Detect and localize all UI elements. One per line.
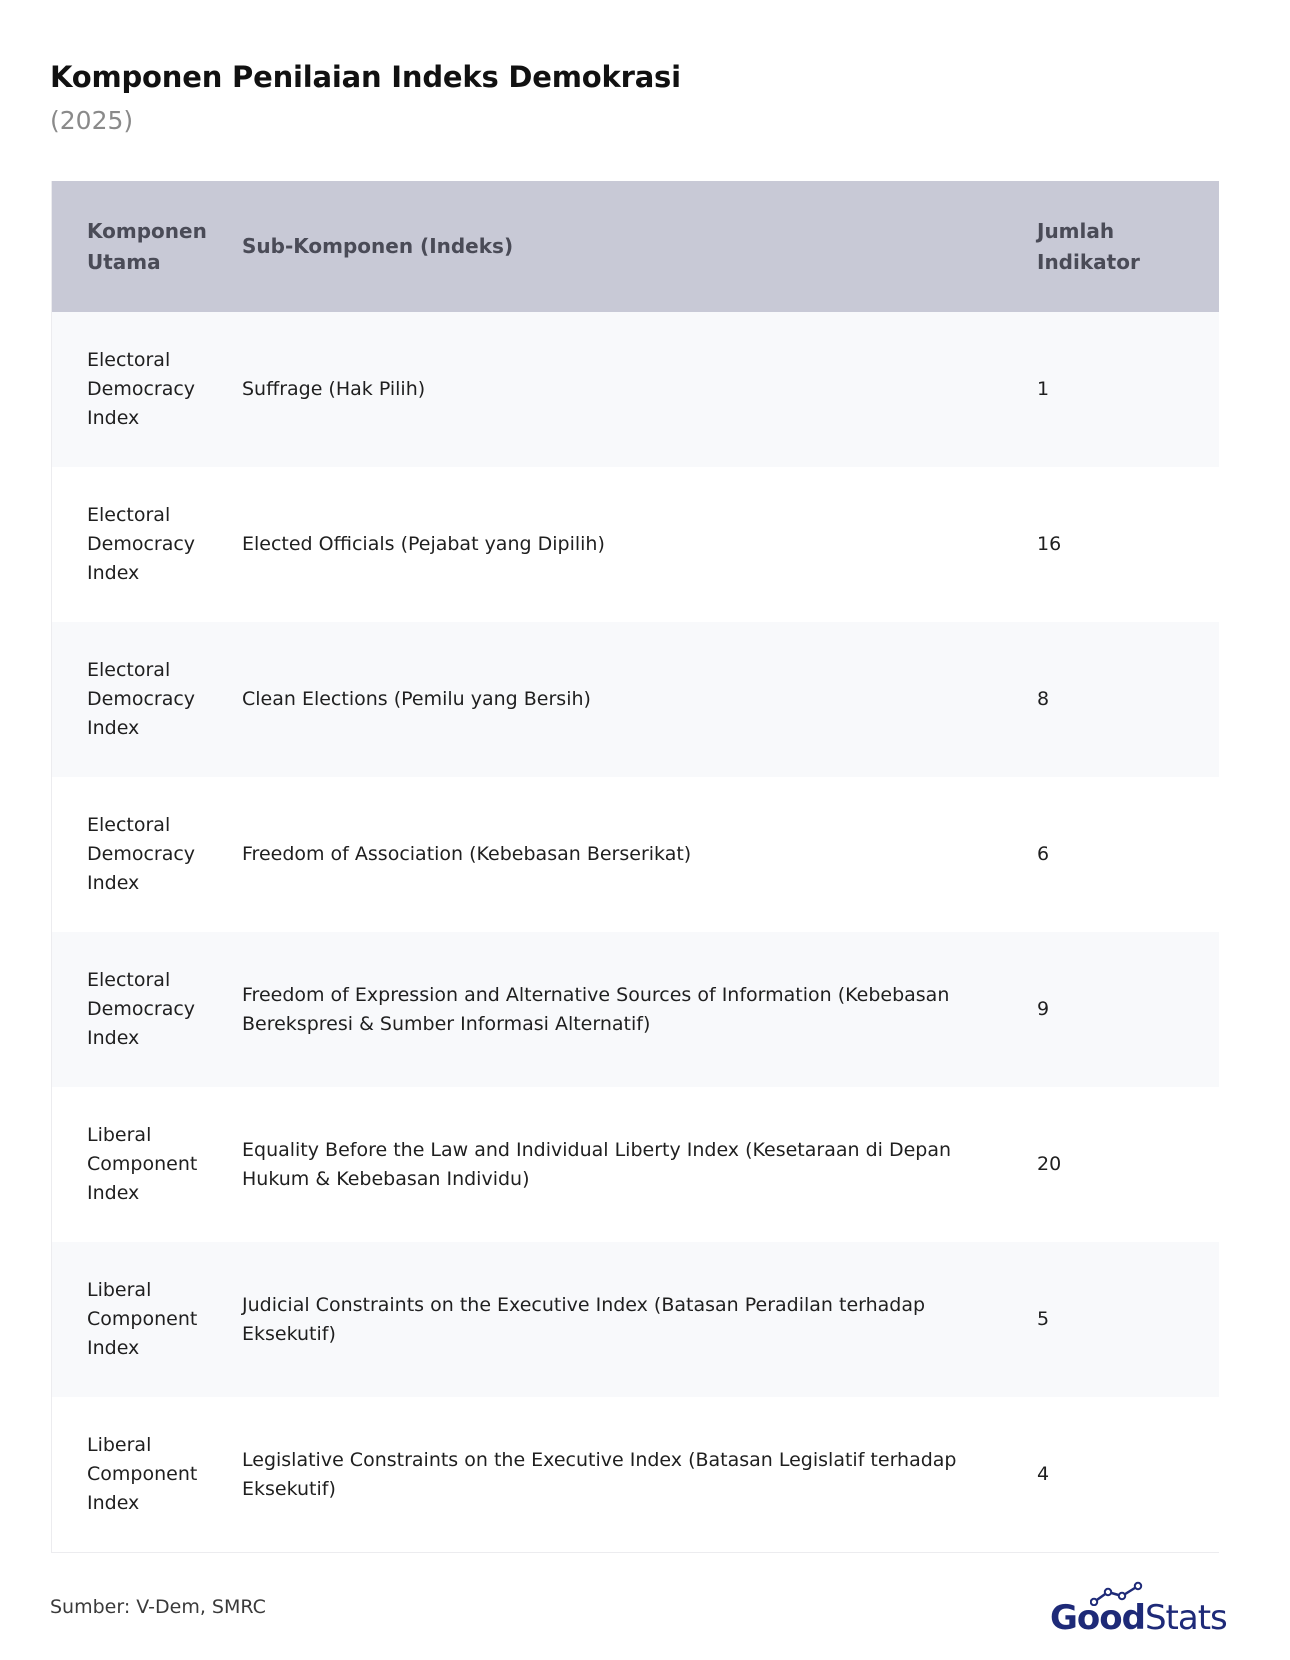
cell-sub-component: Clean Elections (Pemilu yang Bersih): [242, 688, 591, 710]
table-row: [52, 622, 1219, 777]
table-row: [52, 467, 1219, 622]
table-header-row: [52, 181, 1219, 312]
data-table: [52, 181, 1219, 1552]
table-row: [52, 1087, 1219, 1242]
logo-wordmark-good: Good: [1050, 1598, 1145, 1638]
page-title: Komponen Penilaian Indeks Demokrasi: [50, 60, 681, 94]
column-header-sub-komponen: Sub-Komponen (Indeks): [242, 234, 514, 258]
table-row: [52, 1397, 1219, 1552]
cell-component: Electoral Democracy Index: [87, 349, 196, 429]
cell-indicator-count: 6: [1037, 843, 1050, 865]
cell-sub-component: Elected Officials (Pejabat yang Dipilih): [242, 533, 605, 555]
cell-indicator-count: 9: [1037, 998, 1050, 1020]
cell-component: Liberal Component Index: [87, 1279, 198, 1359]
table-body: [52, 312, 1219, 1552]
cell-component: Liberal Component Index: [87, 1434, 198, 1514]
column-header-jumlah-indikator: Jumlah Indikator: [1037, 218, 1140, 274]
cell-indicator-count: 5: [1037, 1308, 1050, 1330]
cell-indicator-count: 1: [1037, 378, 1050, 400]
cell-component: Electoral Democracy Index: [87, 814, 196, 894]
cell-component: Electoral Democracy Index: [87, 659, 196, 739]
table-row: [52, 312, 1219, 467]
logo-wordmark-stats: Stats: [1144, 1598, 1227, 1638]
table-row: [52, 932, 1219, 1087]
logo-wordmark: [1050, 1598, 1227, 1638]
cell-component: Electoral Democracy Index: [87, 969, 196, 1049]
cell-sub-component: Freedom of Association (Kebebasan Berserikat): [242, 843, 692, 865]
cell-sub-component: Judicial Constraints on the Executive Index (Batasan Peradilan terhadap Eksekutif): [242, 1293, 926, 1345]
table-row: [52, 1242, 1219, 1397]
cell-sub-component: Suffrage (Hak Pilih): [242, 378, 426, 400]
source-note: Sumber: V-Dem, SMRC: [50, 1596, 266, 1618]
cell-component: Electoral Democracy Index: [87, 504, 196, 584]
data-table-container: [51, 181, 1219, 1553]
cell-sub-component: Freedom of Expression and Alternative Sources of Information (Kebebasan Berekspresi & Sumber Informasi Alternatif): [242, 983, 950, 1035]
cell-indicator-count: 20: [1037, 1153, 1062, 1175]
goodstats-logo: [1050, 1580, 1225, 1640]
cell-sub-component: Legislative Constraints on the Executive Index (Batasan Legislatif terhadap Eksekutif): [242, 1448, 957, 1500]
cell-component: Liberal Component Index: [87, 1124, 198, 1204]
column-header-komponen-utama: Komponen Utama: [87, 218, 207, 274]
cell-indicator-count: 16: [1037, 533, 1062, 555]
cell-sub-component: Equality Before the Law and Individual Liberty Index (Kesetaraan di Depan Hukum & Kebebasan Individu): [242, 1138, 952, 1190]
cell-indicator-count: 4: [1037, 1463, 1050, 1485]
table-row: [52, 777, 1219, 932]
cell-indicator-count: 8: [1037, 688, 1050, 710]
page-subtitle: (2025): [50, 106, 134, 135]
table-header: [52, 181, 1219, 312]
